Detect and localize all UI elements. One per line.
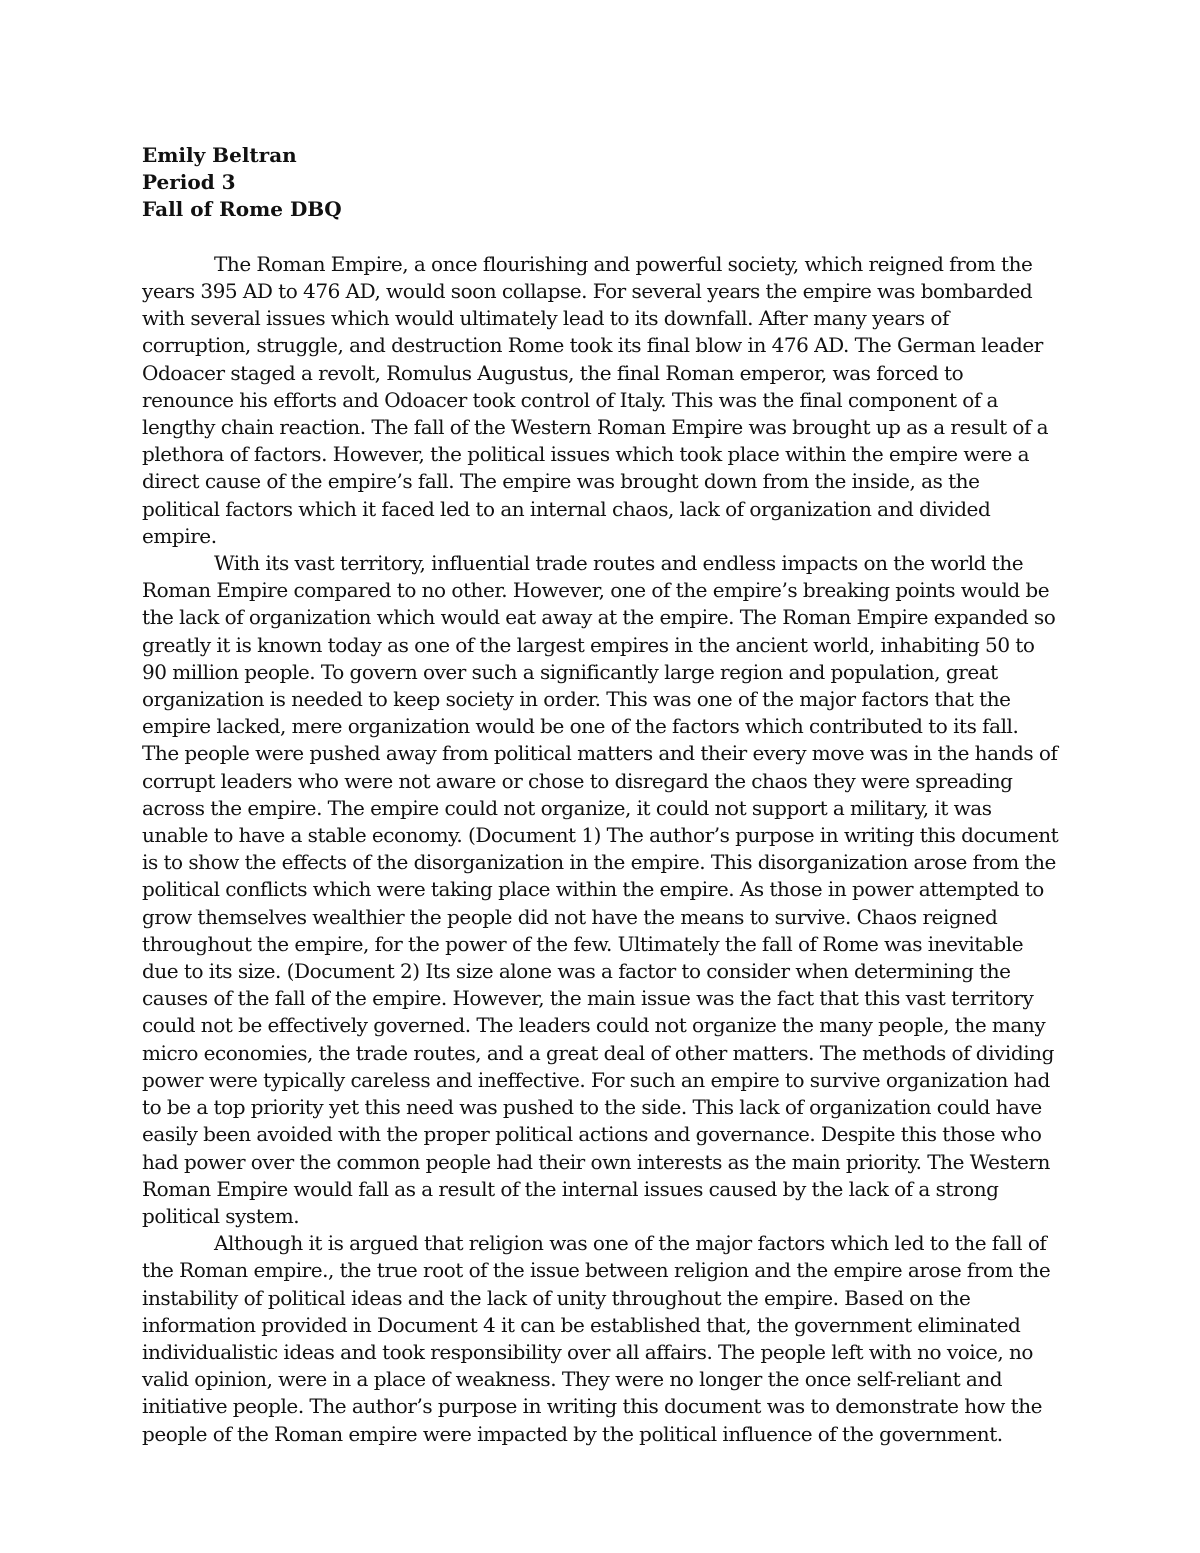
essay-title: Fall of Rome DBQ (142, 197, 342, 222)
paragraph-intro: The Roman Empire, a once flourishing and powerful society, which reigned from the years 395 AD to 476 AD, would soon collapse. For several years the empire was bombarded with several issues which would ultimately lead to its downfall. After many years of corruption, struggle, and destruction Rome took its final blow in 476 AD. The German leader Odoacer staged a revolt, Romulus Augustus, the final Roman emperor, was forced to renounce his efforts and Odoacer took control of Italy. This was the final component of a lengthy chain reaction. The fall of the Western Roman Empire was brought up as a result of a plethora of factors. However, the political issues which took place within the empire were a direct cause of the empire’s fall. The empire was brought down from the inside, as the political factors which it faced led to an internal chaos, lack of organization and divided empire. (142, 251, 1049, 548)
document-body (142, 142, 1060, 1448)
author-name: Emily Beltran (142, 143, 297, 167)
paragraph-religion: Although it is argued that religion was one of the major factors which led to the fall of the Roman empire., the true root of the issue between religion and the empire arose from the instability of political ideas and the lack of unity throughout the empire. Based on the information provided in Document 4 it can be established that, the government eliminated individualistic ideas and took responsibility over all affairs. The people left with no voice, no valid opinion, were in a place of weakness. They were no longer the once self-reliant and initiative people. The author’s purpose in writing this document was to demonstrate how the people of the Roman empire were impacted by the political influence of the government. (142, 1231, 1051, 1446)
class-period: Period 3 (142, 170, 236, 195)
spacer (142, 224, 1060, 251)
paragraph-organization: With its vast territory, influential trade routes and endless impacts on the world the Roman Empire compared to no other. However, one of the empire’s breaking points would be the lack of organization which would eat away at the empire. The Roman Empire expanded so greatly it is known today as one of the largest empires in the ancient world, inhabiting 50 to 90 million people. To govern over such a significantly large region and population, great organization is needed to keep society in order. This was one of the major factors that the empire lacked, mere organization would be one of the factors which contributed to its fall. The people were pushed away from political matters and their every move was in the hands of corrupt leaders who were not aware or chose to disregard the chaos they were spreading across the empire. The empire could not organize, it could not support a military, it was unable to have a stable economy. (Document 1) The author’s purpose in writing this document is to show the effects of the disorganization in the empire. This disorganization arose from the political conflicts which were taking place within the empire. As those in power attempted to grow themselves wealthier the people did not have the means to survive. Chaos reigned throughout the empire, for the power of the few. Ultimately the fall of Rome was inevitable due to its size. (Document 2) Its size alone was a factor to consider when determining the causes of the fall of the empire. However, the main issue was the fact that this vast territory could not be effectively governed. The leaders could not organize the many people, the many micro economies, the trade routes, and a great deal of other matters. The methods of dividing power were typically careless and ineffective. For such an empire to survive organization had to be a top priority yet this need was pushed to the side. This lack of organization could have easily been avoided with the proper political actions and governance. Despite this those who had power over the common people had their own interests as the main priority. The Western Roman Empire would fall as a result of the internal issues caused by the lack of a strong political system. (142, 551, 1059, 1228)
